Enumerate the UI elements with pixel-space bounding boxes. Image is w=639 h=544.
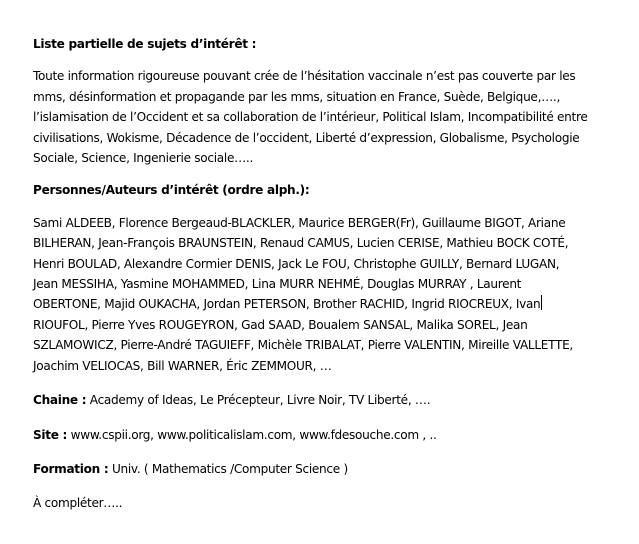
chaine-label: Chaine :	[33, 393, 87, 408]
topics-paragraph	[33, 66, 613, 168]
authors-line: SZLAMOWICZ, Pierre-André TAGUIEFF, Michèle TRIBALAT, Pierre VALENTIN, Mireille VALLETTE,	[33, 338, 573, 353]
topics-line: civilisations, Wokisme, Décadence de l’occident, Liberté d’expression, Globalisme, Psychologie	[33, 130, 580, 145]
authors-line-text: OBERTONE, Majid OUKACHA, Jordan PETERSON, Brother RACHID, Ingrid RIOCREUX, Ivan	[33, 297, 541, 312]
topics-heading: Liste partielle de sujets d’intérêt :	[33, 37, 257, 51]
authors-heading: Personnes/Auteurs d’intérêt (ordre alph.):	[33, 183, 310, 198]
authors-paragraph	[33, 213, 613, 376]
authors-line: Jean MESSIHA, Yasmine MOHAMMED, Lina MURR NEHMÉ, Douglas MURRAY , Laurent	[33, 277, 522, 292]
formation-row	[33, 459, 613, 479]
site-row	[33, 425, 613, 445]
topics-line: l’islamisation de l’Occident et sa collaboration de l’intérieur, Political Islam, Incompatibilité entre	[33, 110, 588, 125]
authors-line: BILHERAN, Jean-François BRAUNSTEIN, Renaud CAMUS, Lucien CERISE, Mathieu BOCK COTÉ,	[33, 236, 569, 251]
text-cursor	[541, 295, 542, 310]
formation-value: Univ. ( Mathematics /Computer Science )	[108, 461, 348, 476]
topics-line: Sociale, Science, Ingenierie sociale…..	[33, 151, 253, 166]
authors-line-with-cursor[interactable]	[33, 294, 613, 314]
authors-line: Sami ALDEEB, Florence Bergeaud-BLACKLER, Maurice BERGER(Fr), Guillaume BIGOT, Ariane	[33, 215, 566, 230]
authors-line: RIOUFOL, Pierre Yves ROUGEYRON, Gad SAAD, Boualem SANSAL, Malika SOREL, Jean	[33, 317, 528, 332]
topics-line: Toute information rigoureuse pouvant crée de l’hésitation vaccinale n’est pas couverte par les	[33, 69, 576, 84]
document-body	[33, 34, 613, 514]
authors-line: Joachim VELIOCAS, Bill WARNER, Éric ZEMMOUR, …	[33, 358, 332, 373]
footer-note: À compléter…..	[33, 496, 123, 511]
authors-line: Henri BOULAD, Alexandre Cormier DENIS, Jack Le FOU, Christophe GUILLY, Bernard LUGAN,	[33, 256, 560, 271]
site-label: Site :	[33, 427, 68, 442]
chaine-row	[33, 390, 613, 410]
site-value: www.cspii.org, www.politicalislam.com, www.fdesouche.com , ..	[67, 427, 437, 442]
formation-label: Formation :	[33, 461, 109, 476]
topics-line: mms, désinformation et propagande par les mms, situation en France, Suède, Belgique,….,	[33, 89, 560, 104]
chaine-value: Academy of Ideas, Le Précepteur, Livre Noir, TV Liberté, ….	[86, 393, 431, 408]
